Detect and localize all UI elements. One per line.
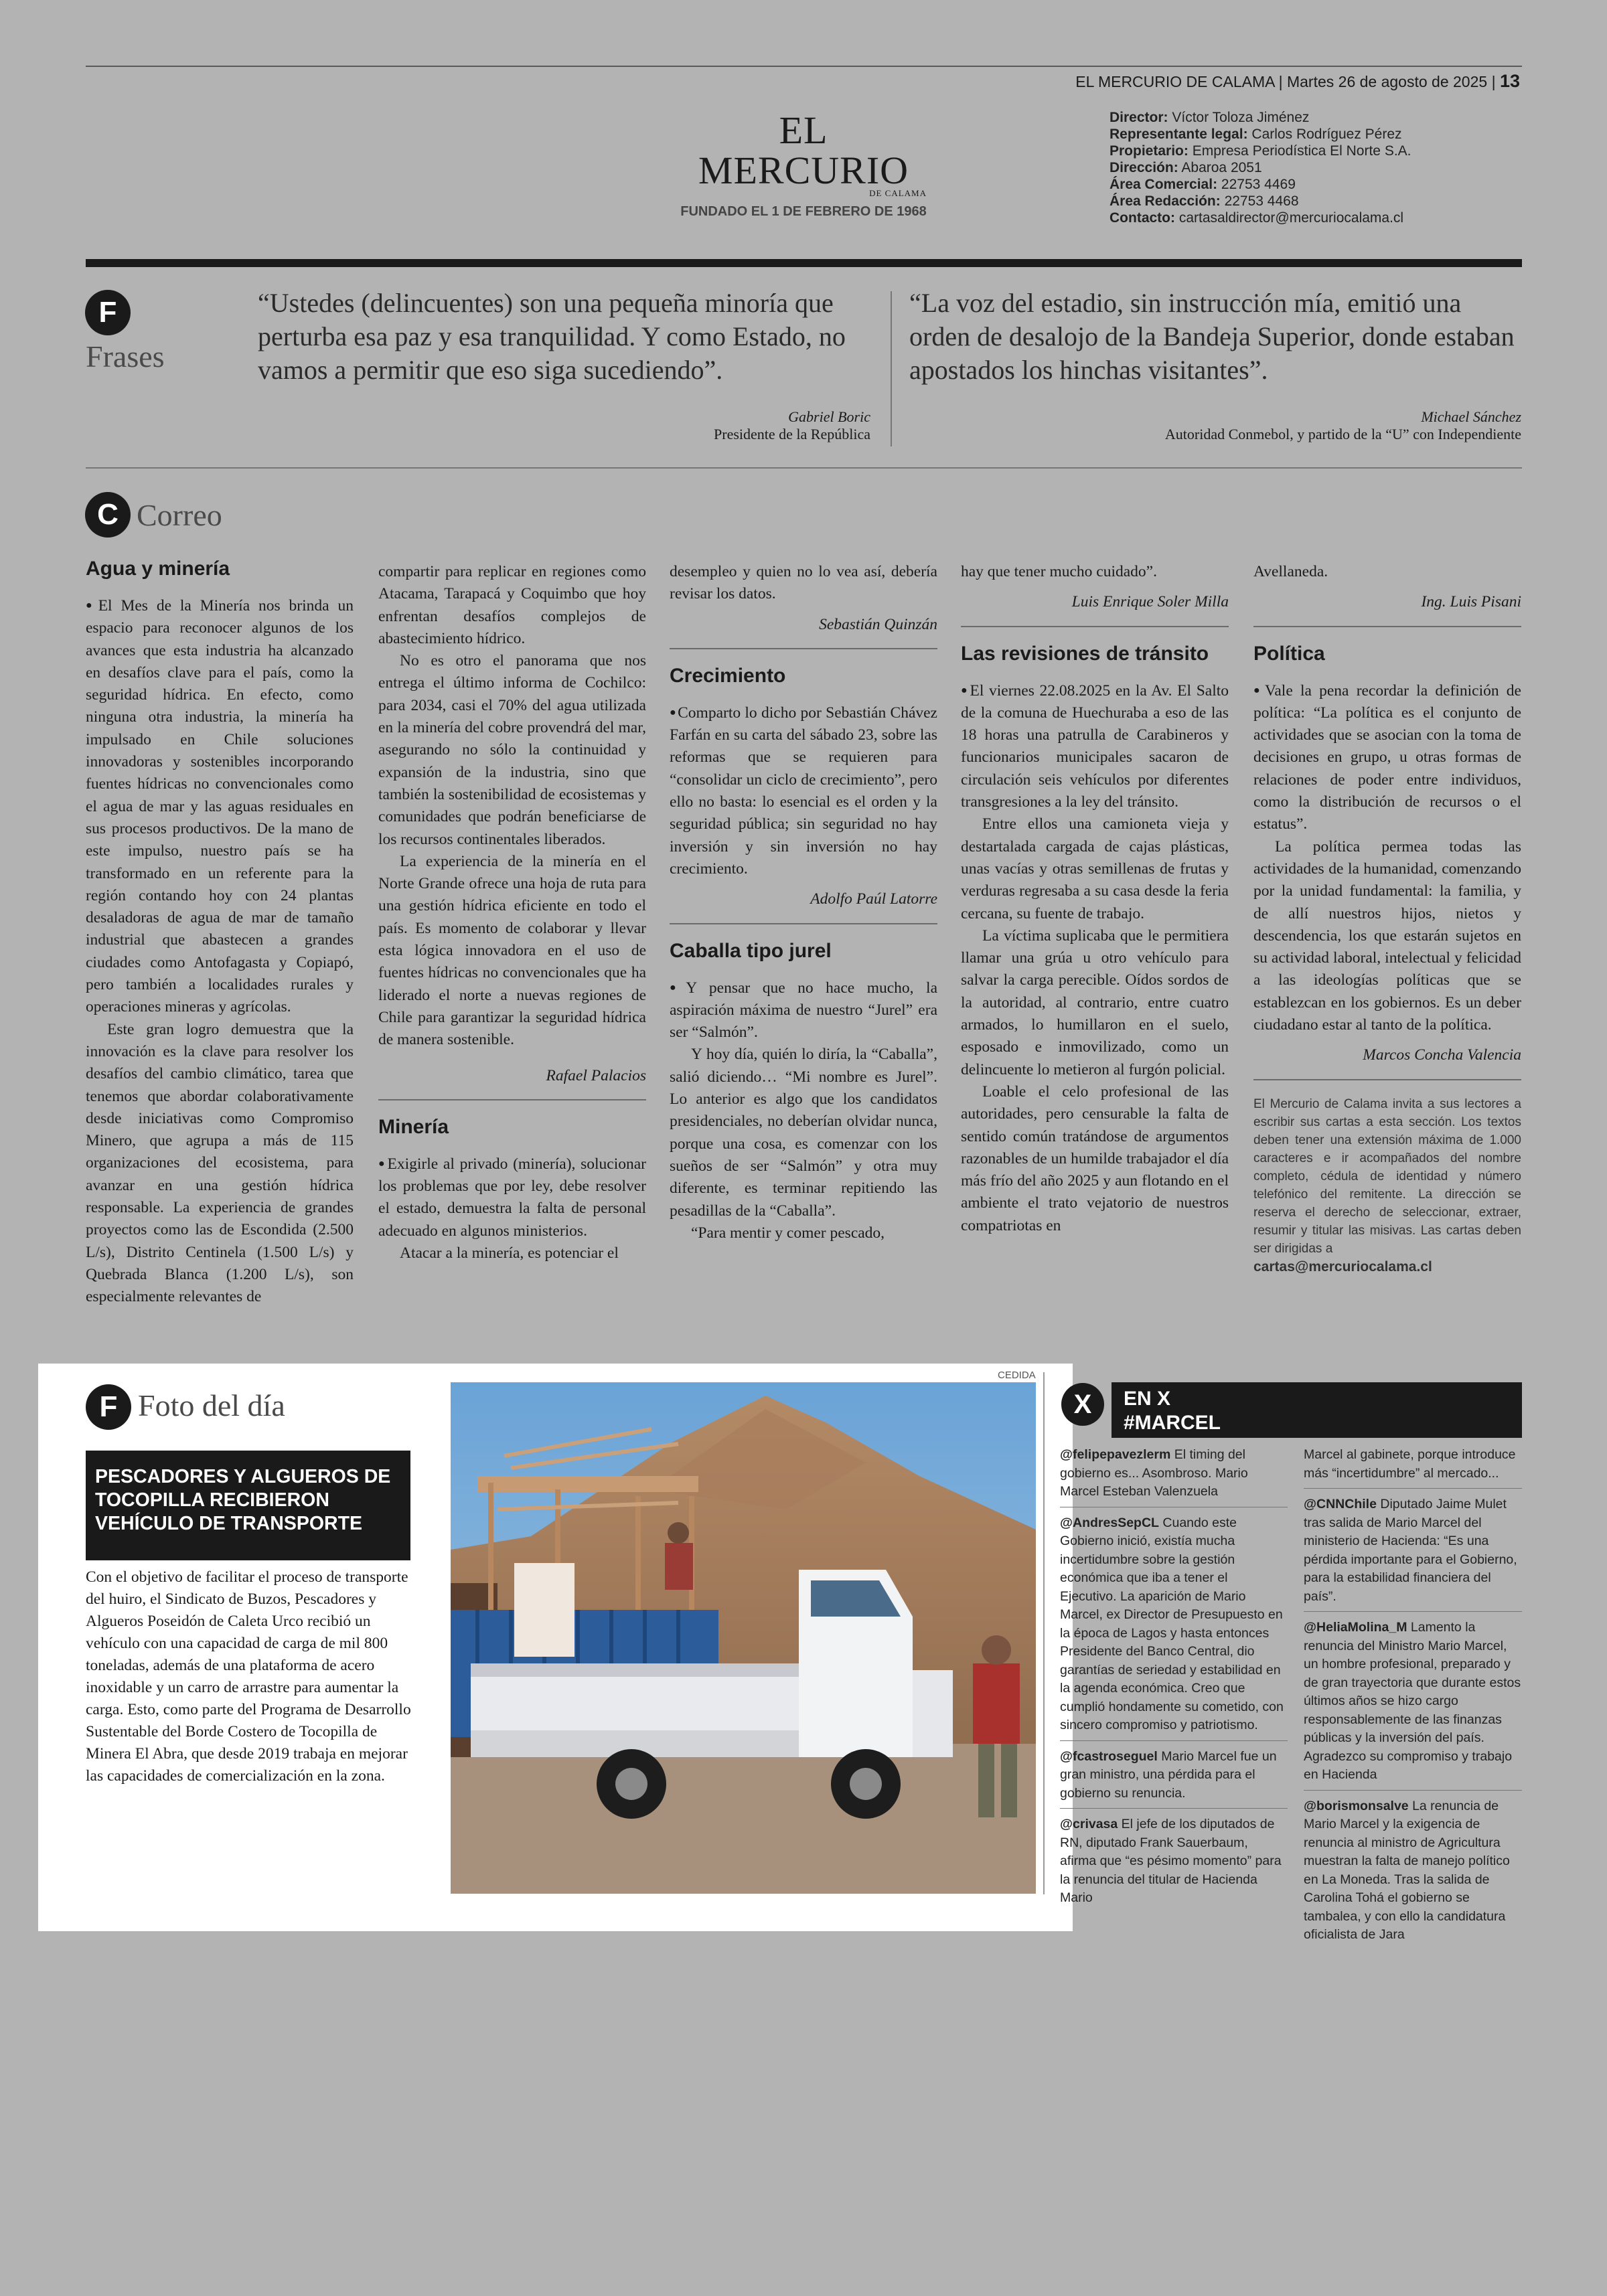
letters-column-3 — [670, 561, 937, 1244]
tweet — [1304, 1797, 1522, 1950]
tweet-text: Marcel al gabinete, porque introduce más “incertidumbre” al mercado... — [1304, 1447, 1516, 1481]
photo-fishermen-truck — [451, 1382, 1036, 1894]
letter-paragraph: ● Comparto lo dicho por Sebastián Chávez Farfán en su carta del sábado 23, sobre las reformas que se requieren para “consolidar un ciclo de crecimiento”, pero ello no basta: lo esencial es el orden y la seguridad pública; sin seguridad no hay inversión y sin inversión no hay crecimiento. — [670, 702, 937, 880]
letters-column-4 — [961, 561, 1229, 1237]
letter-signature: Ing. Luis Pisani — [1421, 593, 1521, 611]
logo-sub: DE CALAMA — [869, 188, 927, 198]
letter-paragraph: ● Y pensar que no hace mucho, la aspiración máxima de nuestro “Jurel” era ser “Salmón”. — [670, 977, 937, 1044]
letter-paragraph: Este gran logro demuestra que la innovación es la clave para resolver los desafíos del cambio climático, tarea que tenemos que abordar colaborativamente desde iniciativas como Compromiso Minero, que agrupa a más de 115 organizaciones del ecosistema, para avanzar en una gestión hídrica responsable. La experiencia de grandes proyectos como las de Escondida (2.500 L/s), Distrito Centinela (1.500 L/s) y Quebrada Blanca (1.200 L/s), son especialmente relevantes de — [86, 1020, 354, 1306]
enx-title-line1: EN X — [1124, 1388, 1171, 1410]
letter-paragraph: desempleo y quien no lo vea así, debería revisar los datos. — [670, 563, 937, 603]
staff-box — [1109, 109, 1511, 226]
letter-heading: Las revisiones de tránsito — [961, 642, 1209, 665]
tweet-handle[interactable]: @crivasa — [1060, 1817, 1118, 1831]
letter-heading: Crecimiento — [670, 664, 786, 687]
tweet — [1060, 1748, 1288, 1809]
tweet — [1060, 1514, 1288, 1741]
quote-author: Gabriel Boric — [788, 408, 870, 425]
tweet-text: La renuncia de Mario Marcel y la exigencia de renuncia al ministro de Agricultura muestran la falta de manejo político en La Moneda. Tras la salida de Carolina Tohá el gobierno se tambalea, y con ello la candidatura oficialista de Jara — [1304, 1798, 1510, 1942]
correo-title: Correo — [137, 498, 222, 532]
letter-heading: Minería — [378, 1115, 449, 1138]
frases-badge-icon: F — [85, 290, 131, 335]
quote-role: Presidente de la República — [714, 426, 870, 442]
tweet — [1304, 1619, 1522, 1791]
letter-signature: Rafael Palacios — [546, 1066, 646, 1084]
letter-paragraph: ● Exigirle al privado (minería), solucionar los problemas que por ley, debe resolver el estado, demuestra la falta de personal adecuado en algunos ministerios. — [378, 1153, 646, 1242]
letter-signature: Adolfo Paúl Latorre — [810, 890, 937, 908]
founded-line: FUNDADO EL 1 DE FEBRERO DE 1968 — [680, 204, 927, 219]
letter-separator — [670, 648, 937, 649]
tweet-text: Lamento la renuncia del Ministro Mario Marcel, un hombre profesional, preparado y de gran trayectoria que durante estos últimos años se hizo cargo responsablemente de las finanzas públicas y la inversión del país. Agradezco su compromiso y trabajo en Hacienda — [1304, 1620, 1521, 1782]
enx-header — [1112, 1382, 1522, 1438]
tweet — [1304, 1446, 1522, 1489]
letter-paragraph: ● Vale la pena recordar la definición de política: “La política es el conjunto de actividades que se asocian con la toma de decisiones en grupo, u otras formas de relaciones de poder entre individuos, como la distribución de recursos o el estatus”. — [1253, 679, 1521, 836]
staff-row: Representante legal: Carlos Rodríguez Pérez — [1109, 127, 1402, 142]
letter-paragraph: “Para mentir y comer pescado, — [691, 1224, 885, 1242]
frases-bottom-rule — [86, 467, 1522, 469]
foto-badge-icon: F — [86, 1384, 131, 1430]
letter-separator — [1253, 626, 1521, 627]
letter-signature: Marcos Concha Valencia — [1363, 1046, 1521, 1064]
letters-column-5 — [1253, 561, 1521, 1276]
letter-signature: Sebastián Quinzán — [819, 615, 937, 633]
correo-badge-icon: C — [85, 492, 131, 538]
top-rule — [86, 66, 1522, 67]
policy-note-text: El Mercurio de Calama invita a sus lectores a escribir sus cartas a esta sección. Los textos deben tener una extensión máxima de 1.000 caracteres e ir acompañados del nombre completo, cédula de identidad y número telefónico del remitente. La dirección se reserva el derecho de seleccionar, extraer, resumir y titular las misivas. Las cartas deben ser dirigidas a — [1253, 1096, 1521, 1256]
letter-separator — [670, 923, 937, 924]
page-number: 13 — [1499, 71, 1520, 91]
frases-divider — [891, 291, 892, 446]
letters-column-2 — [378, 561, 646, 1264]
letter-paragraph: La víctima suplicaba que le permitiera llamar una grúa u otro vehículo para salvar la carga perecible. Oídos sordos de la autoridad, al contrario, entre cuatro armados, lo humillaron en el suelo, esposado e inmovilizado, como un delincuente lo metieron al furgón policial. — [961, 926, 1229, 1078]
letter-heading: Agua y minería — [86, 558, 230, 580]
tweets-column-right — [1304, 1446, 1522, 1957]
letter-paragraph: ● El Mes de la Minería nos brinda un espacio para reconocer algunos de los avances que esta industria ha alcanzado en desafíos clave para el país, como la seguridad hídrica. En efecto, como ninguna otra industria, la minería ha impulsado en Chile soluciones innovadoras y sostenibles incorporando fuentes hídricas no convencionales como el agua de mar y las aguas residuales en sus procesos productivos. De la mano de este impulso, nuestro país se ha transformado en un referente para la región contando hoy con 24 plantas desaladoras de agua de mar de tamaño industrial que abastecen a grandes ciudades como Antofagasta y Copiapó, pero también a localidades rurales y operaciones mineras y agrícolas. — [86, 594, 354, 1019]
letter-paragraph: La política permea todas las actividades de la humanidad, comenzando por la unidad fundamental: la familia, y de allí nuestros hijos, nietos y descendencia, los que estarán sujetos en su actividad laboral, intelectual y felicidad a las ideologías políticas que se establezcan en los gobiernos. Es un deber ciudadano estar al tanto de la política. — [1253, 837, 1521, 1034]
letter-paragraph: Loable el celo profesional de las autoridades, pero censurable la falta de sentido común tratándose de argumentos razonables de un humilde trabajador el día más frío del año 2025 y aun flotando en el ambiente el trato vejatorio de nuestros compatriotas en — [961, 1082, 1229, 1234]
letter-paragraph: La experiencia de la minería en el Norte Grande ofrece una hoja de ruta para una gestión hídrica eficiente en todo el país. Es momento de colaborar y llevar esta lógica innovadora en el uso de fuentes hídricas no convencionales que ha liderado el norte a nuevas regiones de Chile para garantizar la seguridad hídrica de manera sostenible. — [378, 852, 646, 1049]
photo-credit: CEDIDA — [998, 1370, 1036, 1381]
letter-separator — [378, 1099, 646, 1100]
quote-role: Autoridad Conmebol, y partido de la “U” con Independiente — [1164, 426, 1521, 442]
letters-column-1 — [86, 557, 354, 1309]
staff-row: Área Comercial: 22753 4469 — [1109, 177, 1296, 192]
letter-paragraph: Atacar a la minería, es potenciar el — [400, 1244, 619, 1262]
letter-paragraph: Entre ellos una camioneta vieja y destartalada cargada de cajas plásticas, unas vacías y otras semillenas de frutas y verduras regresaba a su casa desde la feria cercana, su fuente de trabajo. — [961, 815, 1229, 922]
tweet-handle[interactable]: @AndresSepCL — [1060, 1515, 1159, 1530]
tweet-handle[interactable]: @fcastroseguel — [1060, 1748, 1158, 1764]
tweet — [1304, 1495, 1522, 1612]
letter-heading: Política — [1253, 642, 1325, 665]
tweet-text: Mario Marcel fue un gran ministro, una pérdida para el gobierno su renuncia. — [1060, 1748, 1277, 1801]
letter-paragraph: compartir para replicar en regiones como Atacama, Tarapacá y Coquimbo que hoy enfrentan desafíos complejos de abastecimiento hídrico. — [378, 563, 646, 647]
letter-separator — [961, 626, 1229, 627]
photo-illustration — [451, 1382, 1036, 1894]
x-logo-icon: X — [1061, 1383, 1104, 1426]
photo-caption: Con el objetivo de facilitar el proceso de transporte del huiro, el Sindicato de Buzos, Pescadores y Algueros Poseidón de Caleta Urco recibió un vehículo con una capacidad de carga de mil 800 toneladas, además de una plataforma de acero inoxidable y un carro de arrastre para aumentar la carga. Esto, como parte del Programa de Desarrollo Sustentable del Borde Costero de Tocopilla de Minera El Abra, que desde 2019 trabaja en mejorar las capacidades de comercialización en la zona. — [86, 1568, 411, 1785]
tweet-handle[interactable]: @felipepavezlerm — [1060, 1447, 1171, 1462]
heavy-rule — [86, 259, 1522, 267]
tweet-text: Diputado Jaime Mulet tras salida de Mario Marcel del ministerio de Hacienda: “Es una pérdida importante para el Gobierno, para la estabilidad financiera del país”. — [1304, 1497, 1517, 1604]
tweets-column-left — [1060, 1446, 1288, 1920]
foto-title: Foto del día — [138, 1388, 285, 1422]
letter-paragraph: hay que tener mucho cuidado”. — [961, 563, 1157, 580]
tweet-text: El timing del gobierno es... Asombroso. Mario Marcel Esteban Valenzuela — [1060, 1447, 1248, 1499]
letter-paragraph: No es otro el panorama que nos entrega el último informa de Cochilco: para 2034, casi el 70% del agua utilizada en la minería del cobre provendrá del mar, asegurando no sólo la continuidad y expansión de la industria, sino que también la sostenibilidad de ecosistemas y comunidades que podrán beneficiarse de los recursos continentales liberados. — [378, 652, 646, 848]
tweet — [1060, 1446, 1288, 1507]
logo-text: EL MERCURIO — [698, 108, 909, 192]
newspaper-logo — [676, 110, 931, 220]
tweet-handle[interactable]: @CNNChile — [1304, 1497, 1377, 1511]
enx-hashtag: #MARCEL — [1124, 1412, 1221, 1434]
tweet-handle[interactable]: @borismonsalve — [1304, 1798, 1409, 1813]
running-head-text: EL MERCURIO DE CALAMA | Martes 26 de agosto de 2025 | — [1075, 73, 1496, 90]
staff-row: Área Redacción: 22753 4468 — [1109, 193, 1299, 209]
letter-heading: Caballa tipo jurel — [670, 939, 832, 962]
letter-separator — [1253, 1079, 1521, 1080]
letters-policy-note — [1253, 1095, 1521, 1276]
enx-divider — [1043, 1372, 1045, 1894]
letters-email: cartas@mercuriocalama.cl — [1253, 1258, 1432, 1275]
tweet — [1060, 1815, 1288, 1913]
frases-title: Frases — [86, 339, 165, 374]
photo-headline-box — [86, 1451, 410, 1560]
frases-quote-1: “Ustedes (delincuentes) son una pequeña minoría que perturba esa paz y esa tranquilidad. Y como Estado, no vamos a permitir que eso siga sucediendo”. — [258, 288, 846, 385]
staff-row: Propietario: Empresa Periodística El Norte S.A. — [1109, 143, 1411, 159]
frases-quote-2: “La voz del estadio, sin instrucción mía, emitió una orden de desalojo de la Bandeja Superior, donde estaban apostados los hinchas visitantes”. — [909, 288, 1515, 385]
tweet-text: Cuando este Gobierno inició, existía mucha incertidumbre sobre la gestión económica que iba a tener el Ejecutivo. La aparición de Mario Marcel, ex Director de Presupuesto en la época de Lagos y hasta entonces Presidente del Banco Central, dio garantías de seriedad y estabilidad en la agenda económica. Creo que cumplió hondamente su cometido, con sincero compromiso y patriotismo. — [1060, 1515, 1284, 1732]
staff-row: Contacto: cartasaldirector@mercuriocalama.cl — [1109, 210, 1404, 226]
letter-paragraph: Y hoy día, quién lo diría, la “Caballa”, salió diciendo… “Mi nombre es Jurel”. Lo anterior es algo que los candidatos presidenciales, no deberían olvidar nunca, porque una cosa, es comenzar con los sueños de ser “Salmón” y otra muy diferente, es terminar repitiendo las pesadillas de la “Caballa”. — [670, 1046, 937, 1220]
letter-paragraph: ● El viernes 22.08.2025 en la Av. El Salto de la comuna de Huechuraba a eso de las 18 horas una patrulla de Carabineros y funcionarios municipales sacaron de circulación seis vehículos por diferentes transgresiones a la ley del tránsito. — [961, 679, 1229, 814]
frases-attribution-1 — [603, 408, 870, 443]
frases-attribution-2 — [971, 408, 1521, 443]
running-head — [1075, 71, 1520, 92]
photo-headline: PESCADORES Y ALGUEROS DE TOCOPILLA RECIBIERON VEHÍCULO DE TRANSPORTE — [95, 1466, 391, 1534]
letter-signature: Luis Enrique Soler Milla — [1071, 593, 1229, 611]
letter-paragraph: Avellaneda. — [1253, 563, 1328, 580]
staff-row: Dirección: Abaroa 2051 — [1109, 160, 1262, 175]
staff-row: Director: Víctor Toloza Jiménez — [1109, 110, 1310, 125]
quote-author: Michael Sánchez — [1421, 408, 1521, 425]
tweet-text: El jefe de los diputados de RN, diputado Frank Sauerbaum, afirma que “es pésimo momento” para la renuncia del titular de Hacienda Mario — [1060, 1817, 1282, 1905]
tweet-handle[interactable]: @HeliaMolina_M — [1304, 1620, 1407, 1635]
